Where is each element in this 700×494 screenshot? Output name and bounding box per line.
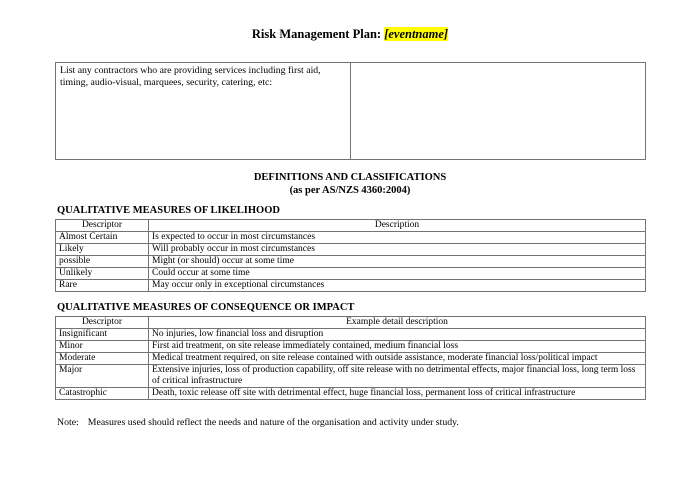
consequence-table [55,316,646,400]
likelihood-section-heading: QUALITATIVE MEASURES OF LIKELIHOOD [57,205,280,216]
definitions-heading [0,171,700,197]
descriptor-cell: Almost Certain [56,232,149,244]
descriptor-cell: Moderate [56,353,149,365]
description-cell: Will probably occur in most circumstances [149,244,646,256]
likelihood-header-row [56,220,646,232]
table-row [56,341,646,353]
descriptor-cell: Likely [56,244,149,256]
title-text: Risk Management Plan: [251,27,385,41]
definitions-heading-line1: DEFINITIONS AND CLASSIFICATIONS [253,172,447,183]
likelihood-col-descriptor: Descriptor [56,220,149,232]
consequence-section-heading: QUALITATIVE MEASURES OF CONSEQUENCE OR IMPACT [57,302,355,313]
footnote [57,417,459,429]
descriptor-cell: Minor [56,341,149,353]
description-cell: May occur only in exceptional circumstances [149,280,646,292]
table-row [56,329,646,341]
descriptor-cell: Unlikely [56,268,149,280]
table-row [56,232,646,244]
likelihood-col-description: Description [149,220,646,232]
table-row [56,388,646,400]
description-cell: Medical treatment required, on site release contained with outside assistance, moderate financial loss/political impact [149,353,646,365]
note-text: Measures used should reflect the needs and nature of the organisation and activity under study. [87,417,459,428]
descriptor-cell: Major [56,365,149,388]
page-title [0,27,700,41]
description-cell: Might (or should) occur at some time [149,256,646,268]
table-row [56,244,646,256]
definitions-heading-line2: (as per AS/NZS 4360:2004) [289,185,411,196]
description-cell: Could occur at some time [149,268,646,280]
event-name-placeholder: [eventname] [384,27,449,41]
table-row [56,353,646,365]
description-cell: Is expected to occur in most circumstances [149,232,646,244]
descriptor-cell: Catastrophic [56,388,149,400]
table-row [56,280,646,292]
descriptor-cell: Rare [56,280,149,292]
descriptor-cell: Insignificant [56,329,149,341]
descriptor-cell: possible [56,256,149,268]
contractors-answer-cell[interactable] [351,63,646,160]
likelihood-table [55,219,646,292]
consequence-col-description: Example detail description [149,317,646,329]
note-label: Note: [57,417,79,428]
description-cell: No injuries, low financial loss and disruption [149,329,646,341]
description-cell: First aid treatment, on site release immediately contained, medium financial loss [149,341,646,353]
table-row [56,256,646,268]
description-cell: Death, toxic release off site with detrimental effect, huge financial loss, permanent loss of critical infrastructure [149,388,646,400]
table-row [56,268,646,280]
consequence-col-descriptor: Descriptor [56,317,149,329]
consequence-header-row [56,317,646,329]
description-cell: Extensive injuries, loss of production capability, off site release with no detrimental effects, major financial loss, long term loss of critical infrastructure [149,365,646,388]
contractors-table [55,62,646,160]
table-row [56,63,646,160]
contractors-question-cell: List any contractors who are providing services including first aid, timing, audio-visual, marquees, security, catering, etc: [56,63,351,160]
table-row [56,365,646,388]
